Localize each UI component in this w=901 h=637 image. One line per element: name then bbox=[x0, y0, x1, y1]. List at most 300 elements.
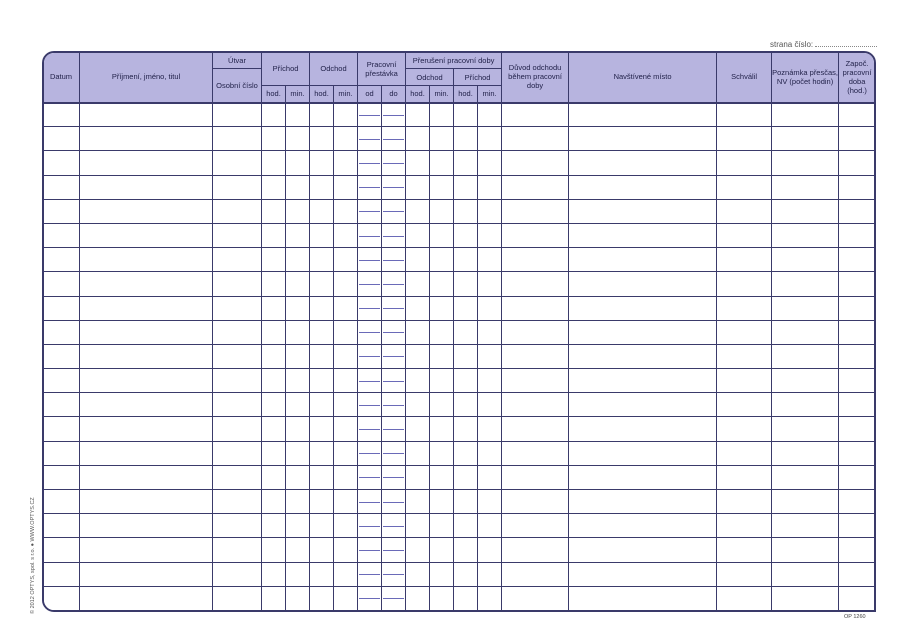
cell-navstivene-misto[interactable] bbox=[569, 441, 717, 465]
cell-poznamka[interactable] bbox=[772, 465, 839, 489]
cell-preruseni-prichod-min[interactable] bbox=[478, 151, 502, 175]
cell-prestavka-od[interactable] bbox=[358, 490, 382, 514]
cell-preruseni-odchod-min[interactable] bbox=[430, 393, 454, 417]
cell-prestavka-do[interactable] bbox=[382, 538, 406, 562]
cell-prestavka-do[interactable] bbox=[382, 514, 406, 538]
cell-jmeno[interactable] bbox=[80, 490, 213, 514]
cell-prestavka-do[interactable] bbox=[382, 417, 406, 441]
cell-preruseni-prichod-hod[interactable] bbox=[454, 320, 478, 344]
cell-odchod-min[interactable] bbox=[334, 465, 358, 489]
cell-utvar[interactable] bbox=[213, 272, 262, 296]
cell-duvod[interactable] bbox=[502, 490, 569, 514]
cell-preruseni-prichod-min[interactable] bbox=[478, 369, 502, 393]
cell-zapoc[interactable] bbox=[839, 296, 876, 320]
cell-navstivene-misto[interactable] bbox=[569, 103, 717, 127]
cell-prichod-min[interactable] bbox=[286, 248, 310, 272]
cell-prestavka-do[interactable] bbox=[382, 272, 406, 296]
cell-prestavka-do[interactable] bbox=[382, 103, 406, 127]
cell-odchod-min[interactable] bbox=[334, 103, 358, 127]
cell-zapoc[interactable] bbox=[839, 369, 876, 393]
cell-preruseni-odchod-hod[interactable] bbox=[406, 151, 430, 175]
cell-prestavka-od[interactable] bbox=[358, 296, 382, 320]
cell-odchod-hod[interactable] bbox=[310, 490, 334, 514]
cell-preruseni-prichod-min[interactable] bbox=[478, 393, 502, 417]
cell-datum[interactable] bbox=[43, 490, 80, 514]
cell-schvalil[interactable] bbox=[717, 393, 772, 417]
cell-schvalil[interactable] bbox=[717, 417, 772, 441]
cell-prichod-hod[interactable] bbox=[262, 127, 286, 151]
cell-prichod-min[interactable] bbox=[286, 369, 310, 393]
cell-prichod-hod[interactable] bbox=[262, 417, 286, 441]
cell-odchod-min[interactable] bbox=[334, 417, 358, 441]
cell-prichod-hod[interactable] bbox=[262, 151, 286, 175]
cell-prestavka-od[interactable] bbox=[358, 344, 382, 368]
cell-duvod[interactable] bbox=[502, 465, 569, 489]
cell-navstivene-misto[interactable] bbox=[569, 393, 717, 417]
cell-jmeno[interactable] bbox=[80, 199, 213, 223]
cell-preruseni-odchod-min[interactable] bbox=[430, 199, 454, 223]
cell-poznamka[interactable] bbox=[772, 441, 839, 465]
cell-prichod-hod[interactable] bbox=[262, 248, 286, 272]
cell-duvod[interactable] bbox=[502, 441, 569, 465]
cell-navstivene-misto[interactable] bbox=[569, 296, 717, 320]
cell-navstivene-misto[interactable] bbox=[569, 175, 717, 199]
cell-zapoc[interactable] bbox=[839, 199, 876, 223]
page-number-blank[interactable] bbox=[815, 38, 877, 47]
cell-datum[interactable] bbox=[43, 417, 80, 441]
cell-preruseni-prichod-hod[interactable] bbox=[454, 344, 478, 368]
cell-navstivene-misto[interactable] bbox=[569, 223, 717, 247]
cell-prestavka-od[interactable] bbox=[358, 538, 382, 562]
cell-poznamka[interactable] bbox=[772, 393, 839, 417]
cell-jmeno[interactable] bbox=[80, 223, 213, 247]
cell-datum[interactable] bbox=[43, 248, 80, 272]
cell-duvod[interactable] bbox=[502, 562, 569, 586]
cell-navstivene-misto[interactable] bbox=[569, 490, 717, 514]
cell-preruseni-prichod-hod[interactable] bbox=[454, 272, 478, 296]
cell-prestavka-od[interactable] bbox=[358, 127, 382, 151]
cell-preruseni-prichod-hod[interactable] bbox=[454, 393, 478, 417]
cell-poznamka[interactable] bbox=[772, 562, 839, 586]
cell-preruseni-prichod-min[interactable] bbox=[478, 223, 502, 247]
cell-odchod-hod[interactable] bbox=[310, 320, 334, 344]
cell-zapoc[interactable] bbox=[839, 151, 876, 175]
cell-poznamka[interactable] bbox=[772, 223, 839, 247]
cell-prestavka-do[interactable] bbox=[382, 441, 406, 465]
cell-prestavka-do[interactable] bbox=[382, 248, 406, 272]
cell-navstivene-misto[interactable] bbox=[569, 127, 717, 151]
cell-navstivene-misto[interactable] bbox=[569, 272, 717, 296]
cell-preruseni-odchod-hod[interactable] bbox=[406, 586, 430, 610]
cell-zapoc[interactable] bbox=[839, 272, 876, 296]
cell-preruseni-odchod-hod[interactable] bbox=[406, 103, 430, 127]
cell-datum[interactable] bbox=[43, 103, 80, 127]
cell-preruseni-prichod-min[interactable] bbox=[478, 417, 502, 441]
cell-preruseni-odchod-min[interactable] bbox=[430, 320, 454, 344]
cell-datum[interactable] bbox=[43, 369, 80, 393]
cell-odchod-min[interactable] bbox=[334, 272, 358, 296]
cell-zapoc[interactable] bbox=[839, 223, 876, 247]
cell-odchod-hod[interactable] bbox=[310, 248, 334, 272]
cell-poznamka[interactable] bbox=[772, 490, 839, 514]
cell-prestavka-od[interactable] bbox=[358, 465, 382, 489]
cell-preruseni-odchod-min[interactable] bbox=[430, 538, 454, 562]
cell-poznamka[interactable] bbox=[772, 538, 839, 562]
cell-schvalil[interactable] bbox=[717, 175, 772, 199]
cell-prichod-hod[interactable] bbox=[262, 320, 286, 344]
cell-poznamka[interactable] bbox=[772, 248, 839, 272]
cell-prestavka-od[interactable] bbox=[358, 320, 382, 344]
cell-datum[interactable] bbox=[43, 562, 80, 586]
cell-utvar[interactable] bbox=[213, 562, 262, 586]
cell-datum[interactable] bbox=[43, 441, 80, 465]
cell-duvod[interactable] bbox=[502, 175, 569, 199]
cell-jmeno[interactable] bbox=[80, 538, 213, 562]
cell-preruseni-prichod-hod[interactable] bbox=[454, 175, 478, 199]
cell-schvalil[interactable] bbox=[717, 562, 772, 586]
cell-preruseni-odchod-hod[interactable] bbox=[406, 320, 430, 344]
cell-duvod[interactable] bbox=[502, 223, 569, 247]
cell-jmeno[interactable] bbox=[80, 514, 213, 538]
cell-jmeno[interactable] bbox=[80, 127, 213, 151]
cell-poznamka[interactable] bbox=[772, 151, 839, 175]
cell-schvalil[interactable] bbox=[717, 223, 772, 247]
cell-preruseni-odchod-min[interactable] bbox=[430, 127, 454, 151]
cell-schvalil[interactable] bbox=[717, 127, 772, 151]
cell-preruseni-odchod-min[interactable] bbox=[430, 417, 454, 441]
cell-prichod-hod[interactable] bbox=[262, 514, 286, 538]
cell-navstivene-misto[interactable] bbox=[569, 465, 717, 489]
cell-preruseni-prichod-min[interactable] bbox=[478, 320, 502, 344]
cell-prestavka-od[interactable] bbox=[358, 103, 382, 127]
cell-preruseni-prichod-min[interactable] bbox=[478, 248, 502, 272]
cell-prichod-min[interactable] bbox=[286, 538, 310, 562]
cell-odchod-hod[interactable] bbox=[310, 127, 334, 151]
cell-schvalil[interactable] bbox=[717, 441, 772, 465]
cell-schvalil[interactable] bbox=[717, 586, 772, 610]
cell-preruseni-prichod-hod[interactable] bbox=[454, 369, 478, 393]
cell-prestavka-do[interactable] bbox=[382, 151, 406, 175]
cell-utvar[interactable] bbox=[213, 465, 262, 489]
cell-duvod[interactable] bbox=[502, 103, 569, 127]
cell-duvod[interactable] bbox=[502, 417, 569, 441]
cell-zapoc[interactable] bbox=[839, 175, 876, 199]
cell-preruseni-odchod-hod[interactable] bbox=[406, 369, 430, 393]
cell-duvod[interactable] bbox=[502, 393, 569, 417]
cell-preruseni-prichod-hod[interactable] bbox=[454, 248, 478, 272]
cell-prichod-hod[interactable] bbox=[262, 441, 286, 465]
cell-utvar[interactable] bbox=[213, 223, 262, 247]
cell-prestavka-od[interactable] bbox=[358, 441, 382, 465]
cell-utvar[interactable] bbox=[213, 417, 262, 441]
cell-prichod-min[interactable] bbox=[286, 441, 310, 465]
cell-preruseni-odchod-min[interactable] bbox=[430, 465, 454, 489]
cell-preruseni-prichod-hod[interactable] bbox=[454, 441, 478, 465]
cell-odchod-hod[interactable] bbox=[310, 296, 334, 320]
cell-odchod-min[interactable] bbox=[334, 199, 358, 223]
cell-preruseni-odchod-min[interactable] bbox=[430, 103, 454, 127]
cell-zapoc[interactable] bbox=[839, 490, 876, 514]
cell-preruseni-prichod-min[interactable] bbox=[478, 175, 502, 199]
cell-duvod[interactable] bbox=[502, 248, 569, 272]
cell-datum[interactable] bbox=[43, 199, 80, 223]
cell-prichod-min[interactable] bbox=[286, 417, 310, 441]
cell-poznamka[interactable] bbox=[772, 127, 839, 151]
cell-prestavka-do[interactable] bbox=[382, 175, 406, 199]
cell-odchod-min[interactable] bbox=[334, 320, 358, 344]
cell-datum[interactable] bbox=[43, 223, 80, 247]
cell-odchod-hod[interactable] bbox=[310, 417, 334, 441]
cell-prestavka-do[interactable] bbox=[382, 344, 406, 368]
cell-prichod-min[interactable] bbox=[286, 151, 310, 175]
cell-preruseni-prichod-min[interactable] bbox=[478, 490, 502, 514]
cell-prestavka-od[interactable] bbox=[358, 248, 382, 272]
cell-preruseni-prichod-min[interactable] bbox=[478, 199, 502, 223]
cell-zapoc[interactable] bbox=[839, 320, 876, 344]
cell-preruseni-odchod-hod[interactable] bbox=[406, 393, 430, 417]
cell-prestavka-od[interactable] bbox=[358, 151, 382, 175]
cell-schvalil[interactable] bbox=[717, 296, 772, 320]
cell-preruseni-prichod-hod[interactable] bbox=[454, 151, 478, 175]
cell-odchod-min[interactable] bbox=[334, 490, 358, 514]
cell-schvalil[interactable] bbox=[717, 369, 772, 393]
cell-odchod-hod[interactable] bbox=[310, 393, 334, 417]
cell-zapoc[interactable] bbox=[839, 127, 876, 151]
cell-prestavka-od[interactable] bbox=[358, 223, 382, 247]
cell-prichod-hod[interactable] bbox=[262, 272, 286, 296]
cell-odchod-min[interactable] bbox=[334, 344, 358, 368]
cell-poznamka[interactable] bbox=[772, 320, 839, 344]
cell-preruseni-odchod-min[interactable] bbox=[430, 586, 454, 610]
cell-preruseni-prichod-min[interactable] bbox=[478, 562, 502, 586]
cell-preruseni-odchod-min[interactable] bbox=[430, 151, 454, 175]
cell-navstivene-misto[interactable] bbox=[569, 320, 717, 344]
cell-prestavka-do[interactable] bbox=[382, 369, 406, 393]
cell-prichod-hod[interactable] bbox=[262, 296, 286, 320]
cell-jmeno[interactable] bbox=[80, 465, 213, 489]
cell-preruseni-odchod-hod[interactable] bbox=[406, 344, 430, 368]
cell-poznamka[interactable] bbox=[772, 296, 839, 320]
cell-preruseni-prichod-hod[interactable] bbox=[454, 586, 478, 610]
cell-zapoc[interactable] bbox=[839, 441, 876, 465]
cell-prestavka-do[interactable] bbox=[382, 320, 406, 344]
cell-preruseni-odchod-hod[interactable] bbox=[406, 441, 430, 465]
cell-utvar[interactable] bbox=[213, 369, 262, 393]
cell-preruseni-prichod-min[interactable] bbox=[478, 344, 502, 368]
cell-preruseni-odchod-min[interactable] bbox=[430, 248, 454, 272]
cell-utvar[interactable] bbox=[213, 490, 262, 514]
cell-odchod-min[interactable] bbox=[334, 562, 358, 586]
cell-odchod-hod[interactable] bbox=[310, 175, 334, 199]
cell-navstivene-misto[interactable] bbox=[569, 199, 717, 223]
cell-zapoc[interactable] bbox=[839, 562, 876, 586]
cell-prichod-hod[interactable] bbox=[262, 369, 286, 393]
cell-prichod-min[interactable] bbox=[286, 490, 310, 514]
cell-odchod-hod[interactable] bbox=[310, 369, 334, 393]
cell-jmeno[interactable] bbox=[80, 369, 213, 393]
cell-jmeno[interactable] bbox=[80, 103, 213, 127]
cell-preruseni-prichod-min[interactable] bbox=[478, 103, 502, 127]
cell-prestavka-do[interactable] bbox=[382, 393, 406, 417]
cell-preruseni-odchod-min[interactable] bbox=[430, 514, 454, 538]
cell-zapoc[interactable] bbox=[839, 538, 876, 562]
cell-prichod-hod[interactable] bbox=[262, 393, 286, 417]
cell-utvar[interactable] bbox=[213, 344, 262, 368]
cell-datum[interactable] bbox=[43, 296, 80, 320]
cell-schvalil[interactable] bbox=[717, 151, 772, 175]
cell-datum[interactable] bbox=[43, 465, 80, 489]
cell-prestavka-od[interactable] bbox=[358, 199, 382, 223]
cell-preruseni-odchod-min[interactable] bbox=[430, 175, 454, 199]
cell-jmeno[interactable] bbox=[80, 393, 213, 417]
cell-preruseni-odchod-hod[interactable] bbox=[406, 296, 430, 320]
cell-preruseni-odchod-min[interactable] bbox=[430, 296, 454, 320]
cell-preruseni-prichod-min[interactable] bbox=[478, 465, 502, 489]
cell-utvar[interactable] bbox=[213, 538, 262, 562]
cell-prestavka-do[interactable] bbox=[382, 562, 406, 586]
cell-jmeno[interactable] bbox=[80, 417, 213, 441]
cell-utvar[interactable] bbox=[213, 248, 262, 272]
cell-prichod-min[interactable] bbox=[286, 272, 310, 296]
cell-prichod-hod[interactable] bbox=[262, 175, 286, 199]
cell-schvalil[interactable] bbox=[717, 465, 772, 489]
cell-navstivene-misto[interactable] bbox=[569, 562, 717, 586]
cell-schvalil[interactable] bbox=[717, 344, 772, 368]
cell-zapoc[interactable] bbox=[839, 248, 876, 272]
cell-prestavka-od[interactable] bbox=[358, 514, 382, 538]
cell-utvar[interactable] bbox=[213, 393, 262, 417]
cell-poznamka[interactable] bbox=[772, 175, 839, 199]
cell-preruseni-odchod-hod[interactable] bbox=[406, 417, 430, 441]
cell-prichod-min[interactable] bbox=[286, 199, 310, 223]
cell-prichod-hod[interactable] bbox=[262, 538, 286, 562]
cell-duvod[interactable] bbox=[502, 151, 569, 175]
cell-navstivene-misto[interactable] bbox=[569, 514, 717, 538]
cell-prestavka-od[interactable] bbox=[358, 562, 382, 586]
cell-preruseni-odchod-hod[interactable] bbox=[406, 272, 430, 296]
cell-duvod[interactable] bbox=[502, 514, 569, 538]
cell-odchod-hod[interactable] bbox=[310, 199, 334, 223]
cell-preruseni-odchod-min[interactable] bbox=[430, 490, 454, 514]
cell-poznamka[interactable] bbox=[772, 514, 839, 538]
cell-odchod-min[interactable] bbox=[334, 223, 358, 247]
cell-odchod-min[interactable] bbox=[334, 441, 358, 465]
cell-utvar[interactable] bbox=[213, 441, 262, 465]
cell-odchod-hod[interactable] bbox=[310, 514, 334, 538]
cell-prichod-hod[interactable] bbox=[262, 223, 286, 247]
cell-odchod-min[interactable] bbox=[334, 151, 358, 175]
cell-preruseni-odchod-hod[interactable] bbox=[406, 199, 430, 223]
cell-preruseni-prichod-min[interactable] bbox=[478, 538, 502, 562]
cell-preruseni-prichod-min[interactable] bbox=[478, 586, 502, 610]
cell-navstivene-misto[interactable] bbox=[569, 417, 717, 441]
cell-schvalil[interactable] bbox=[717, 248, 772, 272]
cell-datum[interactable] bbox=[43, 320, 80, 344]
cell-jmeno[interactable] bbox=[80, 272, 213, 296]
cell-prichod-min[interactable] bbox=[286, 344, 310, 368]
cell-datum[interactable] bbox=[43, 127, 80, 151]
cell-preruseni-prichod-hod[interactable] bbox=[454, 199, 478, 223]
cell-prichod-min[interactable] bbox=[286, 465, 310, 489]
cell-zapoc[interactable] bbox=[839, 344, 876, 368]
cell-datum[interactable] bbox=[43, 586, 80, 610]
cell-prichod-hod[interactable] bbox=[262, 586, 286, 610]
cell-prestavka-od[interactable] bbox=[358, 586, 382, 610]
cell-prichod-hod[interactable] bbox=[262, 490, 286, 514]
cell-zapoc[interactable] bbox=[839, 103, 876, 127]
cell-prichod-hod[interactable] bbox=[262, 465, 286, 489]
cell-preruseni-odchod-min[interactable] bbox=[430, 441, 454, 465]
cell-poznamka[interactable] bbox=[772, 369, 839, 393]
cell-preruseni-prichod-hod[interactable] bbox=[454, 223, 478, 247]
cell-preruseni-prichod-min[interactable] bbox=[478, 441, 502, 465]
cell-datum[interactable] bbox=[43, 151, 80, 175]
cell-jmeno[interactable] bbox=[80, 320, 213, 344]
cell-prestavka-do[interactable] bbox=[382, 199, 406, 223]
cell-prichod-min[interactable] bbox=[286, 127, 310, 151]
cell-preruseni-odchod-hod[interactable] bbox=[406, 538, 430, 562]
cell-preruseni-odchod-hod[interactable] bbox=[406, 562, 430, 586]
cell-jmeno[interactable] bbox=[80, 441, 213, 465]
cell-zapoc[interactable] bbox=[839, 586, 876, 610]
cell-odchod-min[interactable] bbox=[334, 393, 358, 417]
cell-odchod-min[interactable] bbox=[334, 538, 358, 562]
cell-odchod-hod[interactable] bbox=[310, 151, 334, 175]
cell-navstivene-misto[interactable] bbox=[569, 248, 717, 272]
cell-preruseni-odchod-hod[interactable] bbox=[406, 175, 430, 199]
cell-preruseni-odchod-hod[interactable] bbox=[406, 490, 430, 514]
cell-jmeno[interactable] bbox=[80, 296, 213, 320]
cell-odchod-min[interactable] bbox=[334, 514, 358, 538]
cell-prichod-min[interactable] bbox=[286, 393, 310, 417]
cell-datum[interactable] bbox=[43, 272, 80, 296]
cell-prichod-hod[interactable] bbox=[262, 103, 286, 127]
cell-odchod-hod[interactable] bbox=[310, 562, 334, 586]
cell-zapoc[interactable] bbox=[839, 465, 876, 489]
cell-prestavka-do[interactable] bbox=[382, 296, 406, 320]
cell-preruseni-odchod-min[interactable] bbox=[430, 272, 454, 296]
cell-schvalil[interactable] bbox=[717, 320, 772, 344]
cell-zapoc[interactable] bbox=[839, 393, 876, 417]
cell-utvar[interactable] bbox=[213, 514, 262, 538]
cell-prichod-min[interactable] bbox=[286, 514, 310, 538]
cell-navstivene-misto[interactable] bbox=[569, 151, 717, 175]
cell-datum[interactable] bbox=[43, 175, 80, 199]
cell-zapoc[interactable] bbox=[839, 417, 876, 441]
cell-prestavka-od[interactable] bbox=[358, 175, 382, 199]
cell-odchod-min[interactable] bbox=[334, 248, 358, 272]
cell-preruseni-prichod-hod[interactable] bbox=[454, 465, 478, 489]
cell-preruseni-odchod-min[interactable] bbox=[430, 562, 454, 586]
cell-datum[interactable] bbox=[43, 393, 80, 417]
cell-zapoc[interactable] bbox=[839, 514, 876, 538]
cell-poznamka[interactable] bbox=[772, 344, 839, 368]
cell-prichod-min[interactable] bbox=[286, 175, 310, 199]
cell-odchod-min[interactable] bbox=[334, 175, 358, 199]
page-number-field[interactable] bbox=[770, 38, 877, 49]
cell-odchod-hod[interactable] bbox=[310, 465, 334, 489]
cell-jmeno[interactable] bbox=[80, 344, 213, 368]
cell-preruseni-odchod-min[interactable] bbox=[430, 369, 454, 393]
cell-odchod-min[interactable] bbox=[334, 369, 358, 393]
cell-prestavka-od[interactable] bbox=[358, 272, 382, 296]
cell-jmeno[interactable] bbox=[80, 175, 213, 199]
cell-duvod[interactable] bbox=[502, 127, 569, 151]
cell-prichod-min[interactable] bbox=[286, 562, 310, 586]
cell-poznamka[interactable] bbox=[772, 586, 839, 610]
cell-schvalil[interactable] bbox=[717, 199, 772, 223]
cell-preruseni-odchod-hod[interactable] bbox=[406, 465, 430, 489]
